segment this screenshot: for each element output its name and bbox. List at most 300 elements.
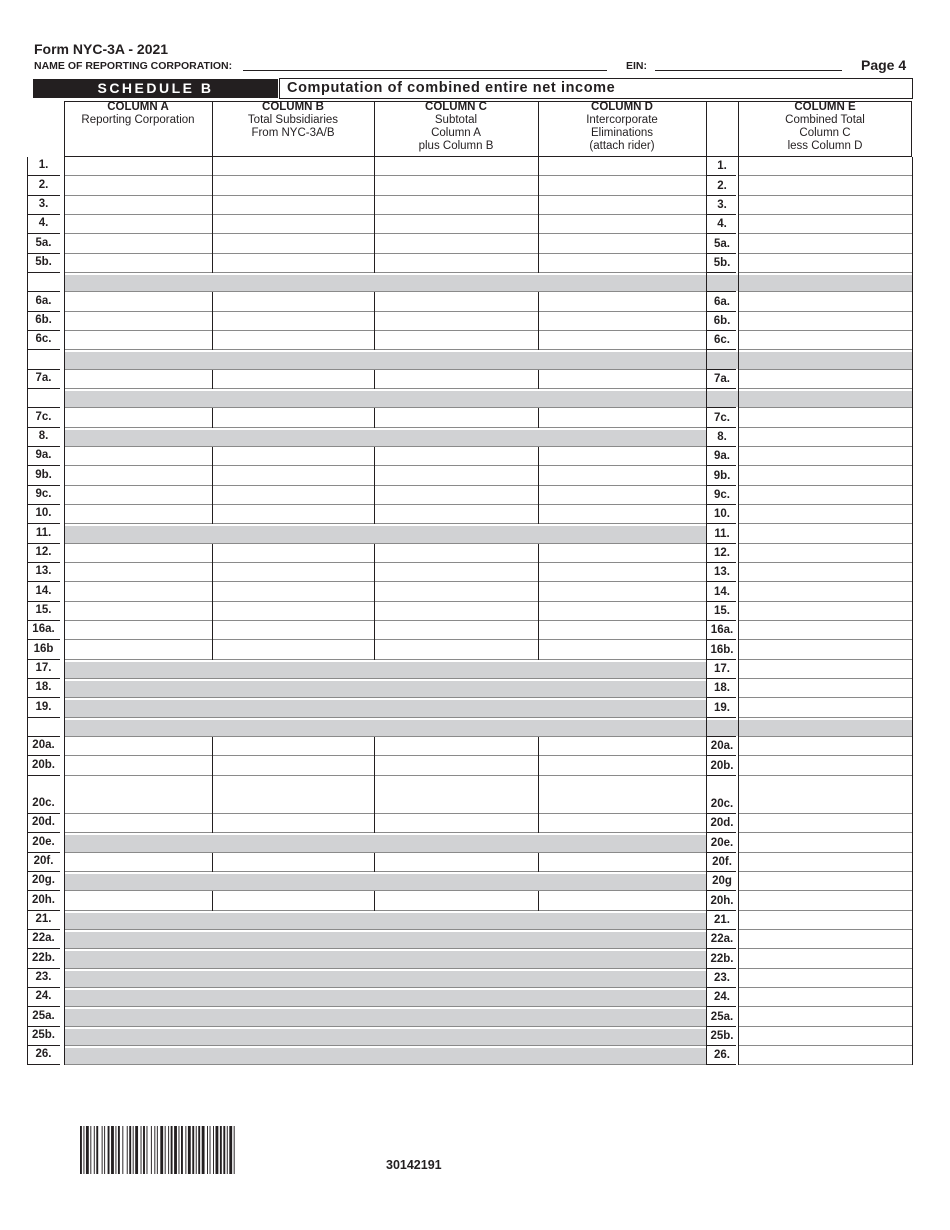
line-20f-column-c-input[interactable] xyxy=(375,853,538,871)
line-16b-column-e-input[interactable] xyxy=(739,640,912,658)
line-6c-column-a-input[interactable] xyxy=(65,331,212,349)
line-5b-column-d-input[interactable] xyxy=(539,254,706,272)
line-22b-column-e-input[interactable] xyxy=(739,949,912,967)
line-7c-column-e-input[interactable] xyxy=(739,408,912,426)
barcode-bar xyxy=(90,1126,91,1174)
line-6c-column-d-input[interactable] xyxy=(539,331,706,349)
line-20d-column-b-input[interactable] xyxy=(213,814,374,832)
line-16a-column-e-input[interactable] xyxy=(739,621,912,639)
rule xyxy=(27,1064,60,1065)
shaded-cells xyxy=(64,951,706,967)
line-20d-column-e-input[interactable] xyxy=(739,814,912,832)
rule xyxy=(706,233,736,234)
line-3-column-d-input[interactable] xyxy=(539,196,706,214)
barcode-bar xyxy=(147,1126,148,1174)
line-label: 17. xyxy=(714,662,730,675)
line-9c-column-a-input[interactable] xyxy=(65,486,212,504)
rule xyxy=(912,582,913,601)
line-22a-column-e-input[interactable] xyxy=(739,930,912,948)
rule xyxy=(912,389,913,408)
barcode-bar xyxy=(202,1126,205,1174)
line-15-column-b-input[interactable] xyxy=(213,602,374,620)
line-10-column-e-input[interactable] xyxy=(739,505,912,523)
shaded-cells xyxy=(64,662,706,678)
column-header-e xyxy=(738,101,912,157)
line-11-column-e-input[interactable] xyxy=(739,524,912,542)
line-7a-column-e-input[interactable] xyxy=(739,370,912,388)
line-3-column-b-input[interactable] xyxy=(213,196,374,214)
line-14-column-a-input[interactable] xyxy=(65,582,212,600)
rule xyxy=(27,369,60,370)
line-label: 20d. xyxy=(710,817,734,830)
line-4-column-d-input[interactable] xyxy=(539,215,706,233)
line-9b-column-e-input[interactable] xyxy=(739,466,912,484)
barcode-bar xyxy=(151,1126,152,1174)
line-7a-column-a-input[interactable] xyxy=(65,370,212,388)
rule xyxy=(64,718,65,737)
line-9c-column-d-input[interactable] xyxy=(539,486,706,504)
rule xyxy=(27,214,60,215)
ein-label: EIN: xyxy=(626,60,647,72)
rule xyxy=(706,948,736,949)
line-5b-column-a-input[interactable] xyxy=(65,254,212,272)
barcode-bar xyxy=(143,1126,145,1174)
rule xyxy=(27,987,60,988)
shaded-cells xyxy=(64,681,706,697)
line-5b-column-e-input[interactable] xyxy=(739,254,912,272)
line-21-column-e-input[interactable] xyxy=(739,911,912,929)
line-20h-column-e-input[interactable] xyxy=(739,891,912,909)
line-20b-column-a-input[interactable] xyxy=(65,756,212,774)
line-6c-column-e-input[interactable] xyxy=(739,331,912,349)
line-15-column-e-input[interactable] xyxy=(739,602,912,620)
line-20f-column-e-input[interactable] xyxy=(739,853,912,871)
line-13-column-a-input[interactable] xyxy=(65,563,212,581)
line-12-column-d-input[interactable] xyxy=(539,544,706,562)
rule xyxy=(912,486,913,505)
rule xyxy=(27,1045,60,1046)
line-16a-column-d-input[interactable] xyxy=(539,621,706,639)
line-16b-column-a-input[interactable] xyxy=(65,640,212,658)
line-20a-column-b-input[interactable] xyxy=(213,737,374,755)
rule xyxy=(27,446,60,447)
line-12-column-b-input[interactable] xyxy=(213,544,374,562)
rule xyxy=(706,389,707,408)
line-9c-column-e-input[interactable] xyxy=(739,486,912,504)
line-label: 4. xyxy=(38,217,49,230)
rule xyxy=(64,929,706,930)
column-title: COLUMN E xyxy=(794,101,856,113)
rule xyxy=(706,446,736,447)
line-20b-column-b-input[interactable] xyxy=(213,756,374,774)
rule xyxy=(27,233,60,234)
line-label: 11. xyxy=(714,527,730,540)
line-20h-column-b-input[interactable] xyxy=(213,891,374,909)
line-5b-column-b-input[interactable] xyxy=(213,254,374,272)
rule xyxy=(706,639,736,640)
rule xyxy=(64,679,65,698)
line-3-column-a-input[interactable] xyxy=(65,196,212,214)
line-5b-column-c-input[interactable] xyxy=(375,254,538,272)
line-9c-column-c-input[interactable] xyxy=(375,486,538,504)
line-label: 5a. xyxy=(35,236,52,249)
line-10-column-b-input[interactable] xyxy=(213,505,374,523)
shaded-cells xyxy=(64,874,706,890)
line-1-column-e-input[interactable] xyxy=(739,157,912,175)
line-4-column-e-input[interactable] xyxy=(739,215,912,233)
barcode-bar xyxy=(94,1126,95,1174)
line-9a-column-c-input[interactable] xyxy=(375,447,538,465)
line-25b-column-e-input[interactable] xyxy=(739,1027,912,1045)
line-2-column-e-input[interactable] xyxy=(739,176,912,194)
line-16a-column-b-input[interactable] xyxy=(213,621,374,639)
rule xyxy=(912,563,913,582)
line-20a-column-a-input[interactable] xyxy=(65,737,212,755)
form-title: Form NYC-3A - 2021 xyxy=(34,41,169,57)
rule xyxy=(706,852,736,853)
barcode-bar xyxy=(115,1126,116,1174)
line-5a-column-d-input[interactable] xyxy=(539,234,706,252)
line-14-column-d-input[interactable] xyxy=(539,582,706,600)
line-20d-column-d-input[interactable] xyxy=(539,814,706,832)
line-6b-column-e-input[interactable] xyxy=(739,312,912,330)
shaded-cells xyxy=(64,932,706,948)
rule xyxy=(706,543,736,544)
rule xyxy=(912,312,913,331)
line-6a-column-d-input[interactable] xyxy=(539,292,706,310)
rule xyxy=(706,929,736,930)
line-24-column-e-input[interactable] xyxy=(739,988,912,1006)
line-label: 20h. xyxy=(31,893,55,906)
rule xyxy=(912,524,913,543)
line-7a-column-b-input[interactable] xyxy=(213,370,374,388)
rule xyxy=(706,369,736,370)
rule xyxy=(706,601,736,602)
line-2-column-d-input[interactable] xyxy=(539,176,706,194)
rule xyxy=(706,718,707,737)
rule xyxy=(27,581,60,582)
rule xyxy=(27,755,60,756)
rule xyxy=(706,1006,736,1007)
line-15-column-a-input[interactable] xyxy=(65,602,212,620)
line-label: 8. xyxy=(38,429,49,442)
rule xyxy=(64,1064,706,1065)
rule xyxy=(706,273,707,292)
line-5a-column-e-input[interactable] xyxy=(739,234,912,252)
rule xyxy=(912,544,913,563)
shaded-cells xyxy=(64,835,706,851)
line-label: 20f. xyxy=(33,854,54,867)
line-20f-column-d-input[interactable] xyxy=(539,853,706,871)
line-label: 10. xyxy=(714,508,730,521)
line-label: 5a. xyxy=(714,237,730,250)
line-2-column-c-input[interactable] xyxy=(375,176,538,194)
line-20g-column-e-input[interactable] xyxy=(739,872,912,890)
line-10-column-a-input[interactable] xyxy=(65,505,212,523)
line-20d-column-a-input[interactable] xyxy=(65,814,212,832)
line-label: 6c. xyxy=(714,334,730,347)
rule xyxy=(912,698,913,717)
rule xyxy=(27,388,60,389)
line-4-column-a-input[interactable] xyxy=(65,215,212,233)
line-20h-column-d-input[interactable] xyxy=(539,891,706,909)
line-6c-column-c-input[interactable] xyxy=(375,331,538,349)
line-20c-column-b-input[interactable] xyxy=(213,776,374,813)
line-label: 20e. xyxy=(32,835,55,848)
rule xyxy=(64,988,65,1007)
rule xyxy=(64,350,65,369)
rule xyxy=(738,1064,912,1065)
line-20h-column-a-input[interactable] xyxy=(65,891,212,909)
line-label: 17. xyxy=(35,661,52,674)
rule xyxy=(706,350,707,369)
line-7c-column-b-input[interactable] xyxy=(213,408,374,426)
line-14-column-c-input[interactable] xyxy=(375,582,538,600)
line-label: 20d. xyxy=(31,816,55,829)
line-2-column-b-input[interactable] xyxy=(213,176,374,194)
line-20e-column-e-input[interactable] xyxy=(739,833,912,851)
rule xyxy=(912,602,913,621)
rule xyxy=(64,428,65,447)
rule xyxy=(912,640,913,659)
line-18-column-e-input[interactable] xyxy=(739,679,912,697)
rule xyxy=(738,388,912,389)
line-label: 22b. xyxy=(710,952,734,965)
line-20a-column-d-input[interactable] xyxy=(539,737,706,755)
line-20c-column-a-input[interactable] xyxy=(65,776,212,813)
rule xyxy=(27,948,60,949)
line-7c-column-d-input[interactable] xyxy=(539,408,706,426)
line-16b-column-d-input[interactable] xyxy=(539,640,706,658)
line-14-column-e-input[interactable] xyxy=(739,582,912,600)
rule xyxy=(64,427,706,428)
line-9a-column-a-input[interactable] xyxy=(65,447,212,465)
line-7a-column-c-input[interactable] xyxy=(375,370,538,388)
rule xyxy=(64,717,706,718)
barcode-bar xyxy=(157,1126,158,1174)
rule xyxy=(27,389,28,408)
line-9a-column-d-input[interactable] xyxy=(539,447,706,465)
line-label: 11. xyxy=(35,526,52,539)
rule xyxy=(27,659,60,660)
rule xyxy=(27,485,60,486)
line-4-column-b-input[interactable] xyxy=(213,215,374,233)
line-13-column-d-input[interactable] xyxy=(539,563,706,581)
line-label: 21. xyxy=(35,912,52,925)
line-9b-column-d-input[interactable] xyxy=(539,466,706,484)
line-5a-column-c-input[interactable] xyxy=(375,234,538,252)
line-9a-column-e-input[interactable] xyxy=(739,447,912,465)
rule xyxy=(706,562,736,563)
line-8-column-e-input[interactable] xyxy=(739,428,912,446)
line-label: 20f. xyxy=(712,855,732,868)
line-label: 7a. xyxy=(35,371,52,384)
line-label: 9b. xyxy=(713,469,731,482)
line-2-column-a-input[interactable] xyxy=(65,176,212,194)
schedule-title: Computation of combined entire net income xyxy=(287,80,616,96)
line-5a-column-a-input[interactable] xyxy=(65,234,212,252)
line-6a-column-c-input[interactable] xyxy=(375,292,538,310)
line-4-column-c-input[interactable] xyxy=(375,215,538,233)
rule xyxy=(706,697,736,698)
shaded-band xyxy=(64,352,912,368)
line-9b-column-b-input[interactable] xyxy=(213,466,374,484)
line-6b-column-d-input[interactable] xyxy=(539,312,706,330)
column-title: COLUMN A xyxy=(107,101,169,113)
rule xyxy=(64,930,65,949)
line-6b-column-a-input[interactable] xyxy=(65,312,212,330)
rule xyxy=(27,349,60,350)
line-9b-column-a-input[interactable] xyxy=(65,466,212,484)
column-description: Reporting Corporation xyxy=(81,114,195,126)
line-10-column-c-input[interactable] xyxy=(375,505,538,523)
corporation-name-label: NAME OF REPORTING CORPORATION: xyxy=(34,60,233,72)
line-20f-column-b-input[interactable] xyxy=(213,853,374,871)
line-20b-column-c-input[interactable] xyxy=(375,756,538,774)
line-20c-column-d-input[interactable] xyxy=(539,776,706,813)
barcode-bar xyxy=(122,1126,123,1174)
line-7c-column-a-input[interactable] xyxy=(65,408,212,426)
rule xyxy=(912,234,913,253)
rule xyxy=(27,871,60,872)
line-23-column-e-input[interactable] xyxy=(739,969,912,987)
rule xyxy=(64,987,706,988)
line-25a-column-e-input[interactable] xyxy=(739,1007,912,1025)
line-16a-column-a-input[interactable] xyxy=(65,621,212,639)
line-1-column-d-input[interactable] xyxy=(539,157,706,175)
rule xyxy=(64,948,706,949)
line-10-column-d-input[interactable] xyxy=(539,505,706,523)
line-9b-column-c-input[interactable] xyxy=(375,466,538,484)
line-13-column-e-input[interactable] xyxy=(739,563,912,581)
line-7c-column-c-input[interactable] xyxy=(375,408,538,426)
barcode-bar xyxy=(229,1126,232,1174)
barcode-bar xyxy=(80,1126,82,1174)
rule xyxy=(912,988,913,1007)
rule xyxy=(738,389,739,408)
line-label: 20e. xyxy=(710,836,734,849)
rule xyxy=(64,969,65,988)
rule xyxy=(27,620,60,621)
line-20a-column-c-input[interactable] xyxy=(375,737,538,755)
line-12-column-e-input[interactable] xyxy=(739,544,912,562)
line-1-column-c-input[interactable] xyxy=(375,157,538,175)
line-6b-column-b-input[interactable] xyxy=(213,312,374,330)
line-label: 6b. xyxy=(713,314,731,327)
column-description: less Column D xyxy=(787,140,863,152)
line-label: 13. xyxy=(714,566,730,579)
line-17-column-e-input[interactable] xyxy=(739,660,912,678)
rule xyxy=(706,465,736,466)
line-7a-column-d-input[interactable] xyxy=(539,370,706,388)
rule xyxy=(64,272,706,273)
line-1-column-b-input[interactable] xyxy=(213,157,374,175)
barcode-bar xyxy=(234,1126,235,1174)
rule xyxy=(912,1046,913,1065)
barcode-bar xyxy=(127,1126,128,1174)
line-3-column-c-input[interactable] xyxy=(375,196,538,214)
line-6b-column-c-input[interactable] xyxy=(375,312,538,330)
rule xyxy=(912,911,913,930)
line-6c-column-b-input[interactable] xyxy=(213,331,374,349)
line-12-column-a-input[interactable] xyxy=(65,544,212,562)
line-20d-column-c-input[interactable] xyxy=(375,814,538,832)
line-14-column-b-input[interactable] xyxy=(213,582,374,600)
line-26-column-e-input[interactable] xyxy=(739,1046,912,1064)
line-20a-column-e-input[interactable] xyxy=(739,737,912,755)
line-6a-column-b-input[interactable] xyxy=(213,292,374,310)
rule xyxy=(27,736,60,737)
rule xyxy=(27,291,60,292)
rule xyxy=(912,949,913,968)
line-label: 10. xyxy=(35,507,52,520)
line-20c-column-c-input[interactable] xyxy=(375,776,538,813)
line-label: 16b. xyxy=(710,643,734,656)
line-15-column-c-input[interactable] xyxy=(375,602,538,620)
line-9c-column-b-input[interactable] xyxy=(213,486,374,504)
page-number: Page 4 xyxy=(861,57,907,73)
line-label: 20b. xyxy=(710,759,734,772)
line-20f-column-a-input[interactable] xyxy=(65,853,212,871)
rule xyxy=(27,427,60,428)
barcode-bar xyxy=(83,1126,84,1174)
line-label: 16b xyxy=(33,642,54,655)
barcode-bar xyxy=(207,1126,208,1174)
line-16b-column-b-input[interactable] xyxy=(213,640,374,658)
line-16b-column-c-input[interactable] xyxy=(375,640,538,658)
rule xyxy=(912,157,913,176)
line-13-column-c-input[interactable] xyxy=(375,563,538,581)
line-13-column-b-input[interactable] xyxy=(213,563,374,581)
line-6a-column-e-input[interactable] xyxy=(739,292,912,310)
line-20h-column-c-input[interactable] xyxy=(375,891,538,909)
barcode xyxy=(80,1126,292,1174)
rule xyxy=(64,697,706,698)
line-1-column-a-input[interactable] xyxy=(65,157,212,175)
rule xyxy=(912,196,913,215)
rule xyxy=(912,505,913,524)
rule xyxy=(64,273,65,292)
line-20c-column-e-input[interactable] xyxy=(739,776,912,813)
line-16a-column-c-input[interactable] xyxy=(375,621,538,639)
line-15-column-d-input[interactable] xyxy=(539,602,706,620)
barcode-bar xyxy=(118,1126,120,1174)
line-3-column-e-input[interactable] xyxy=(739,196,912,214)
shaded-cells xyxy=(64,1048,706,1064)
line-6a-column-a-input[interactable] xyxy=(65,292,212,310)
line-5a-column-b-input[interactable] xyxy=(213,234,374,252)
line-label: 16a. xyxy=(32,623,55,636)
shaded-cells xyxy=(64,1009,706,1025)
line-20b-column-e-input[interactable] xyxy=(739,756,912,774)
rule xyxy=(738,350,739,369)
rule xyxy=(912,737,913,756)
line-12-column-c-input[interactable] xyxy=(375,544,538,562)
line-label: 22b. xyxy=(31,951,55,964)
rule xyxy=(27,929,60,930)
line-9a-column-b-input[interactable] xyxy=(213,447,374,465)
line-label: 2. xyxy=(38,178,49,191)
rule xyxy=(912,756,913,775)
line-label: 7c. xyxy=(35,410,52,423)
rule xyxy=(27,311,60,312)
rule xyxy=(27,775,60,776)
line-19-column-e-input[interactable] xyxy=(739,698,912,716)
shaded-band xyxy=(64,720,912,736)
line-20b-column-d-input[interactable] xyxy=(539,756,706,774)
rule xyxy=(706,388,736,389)
rule xyxy=(27,832,60,833)
